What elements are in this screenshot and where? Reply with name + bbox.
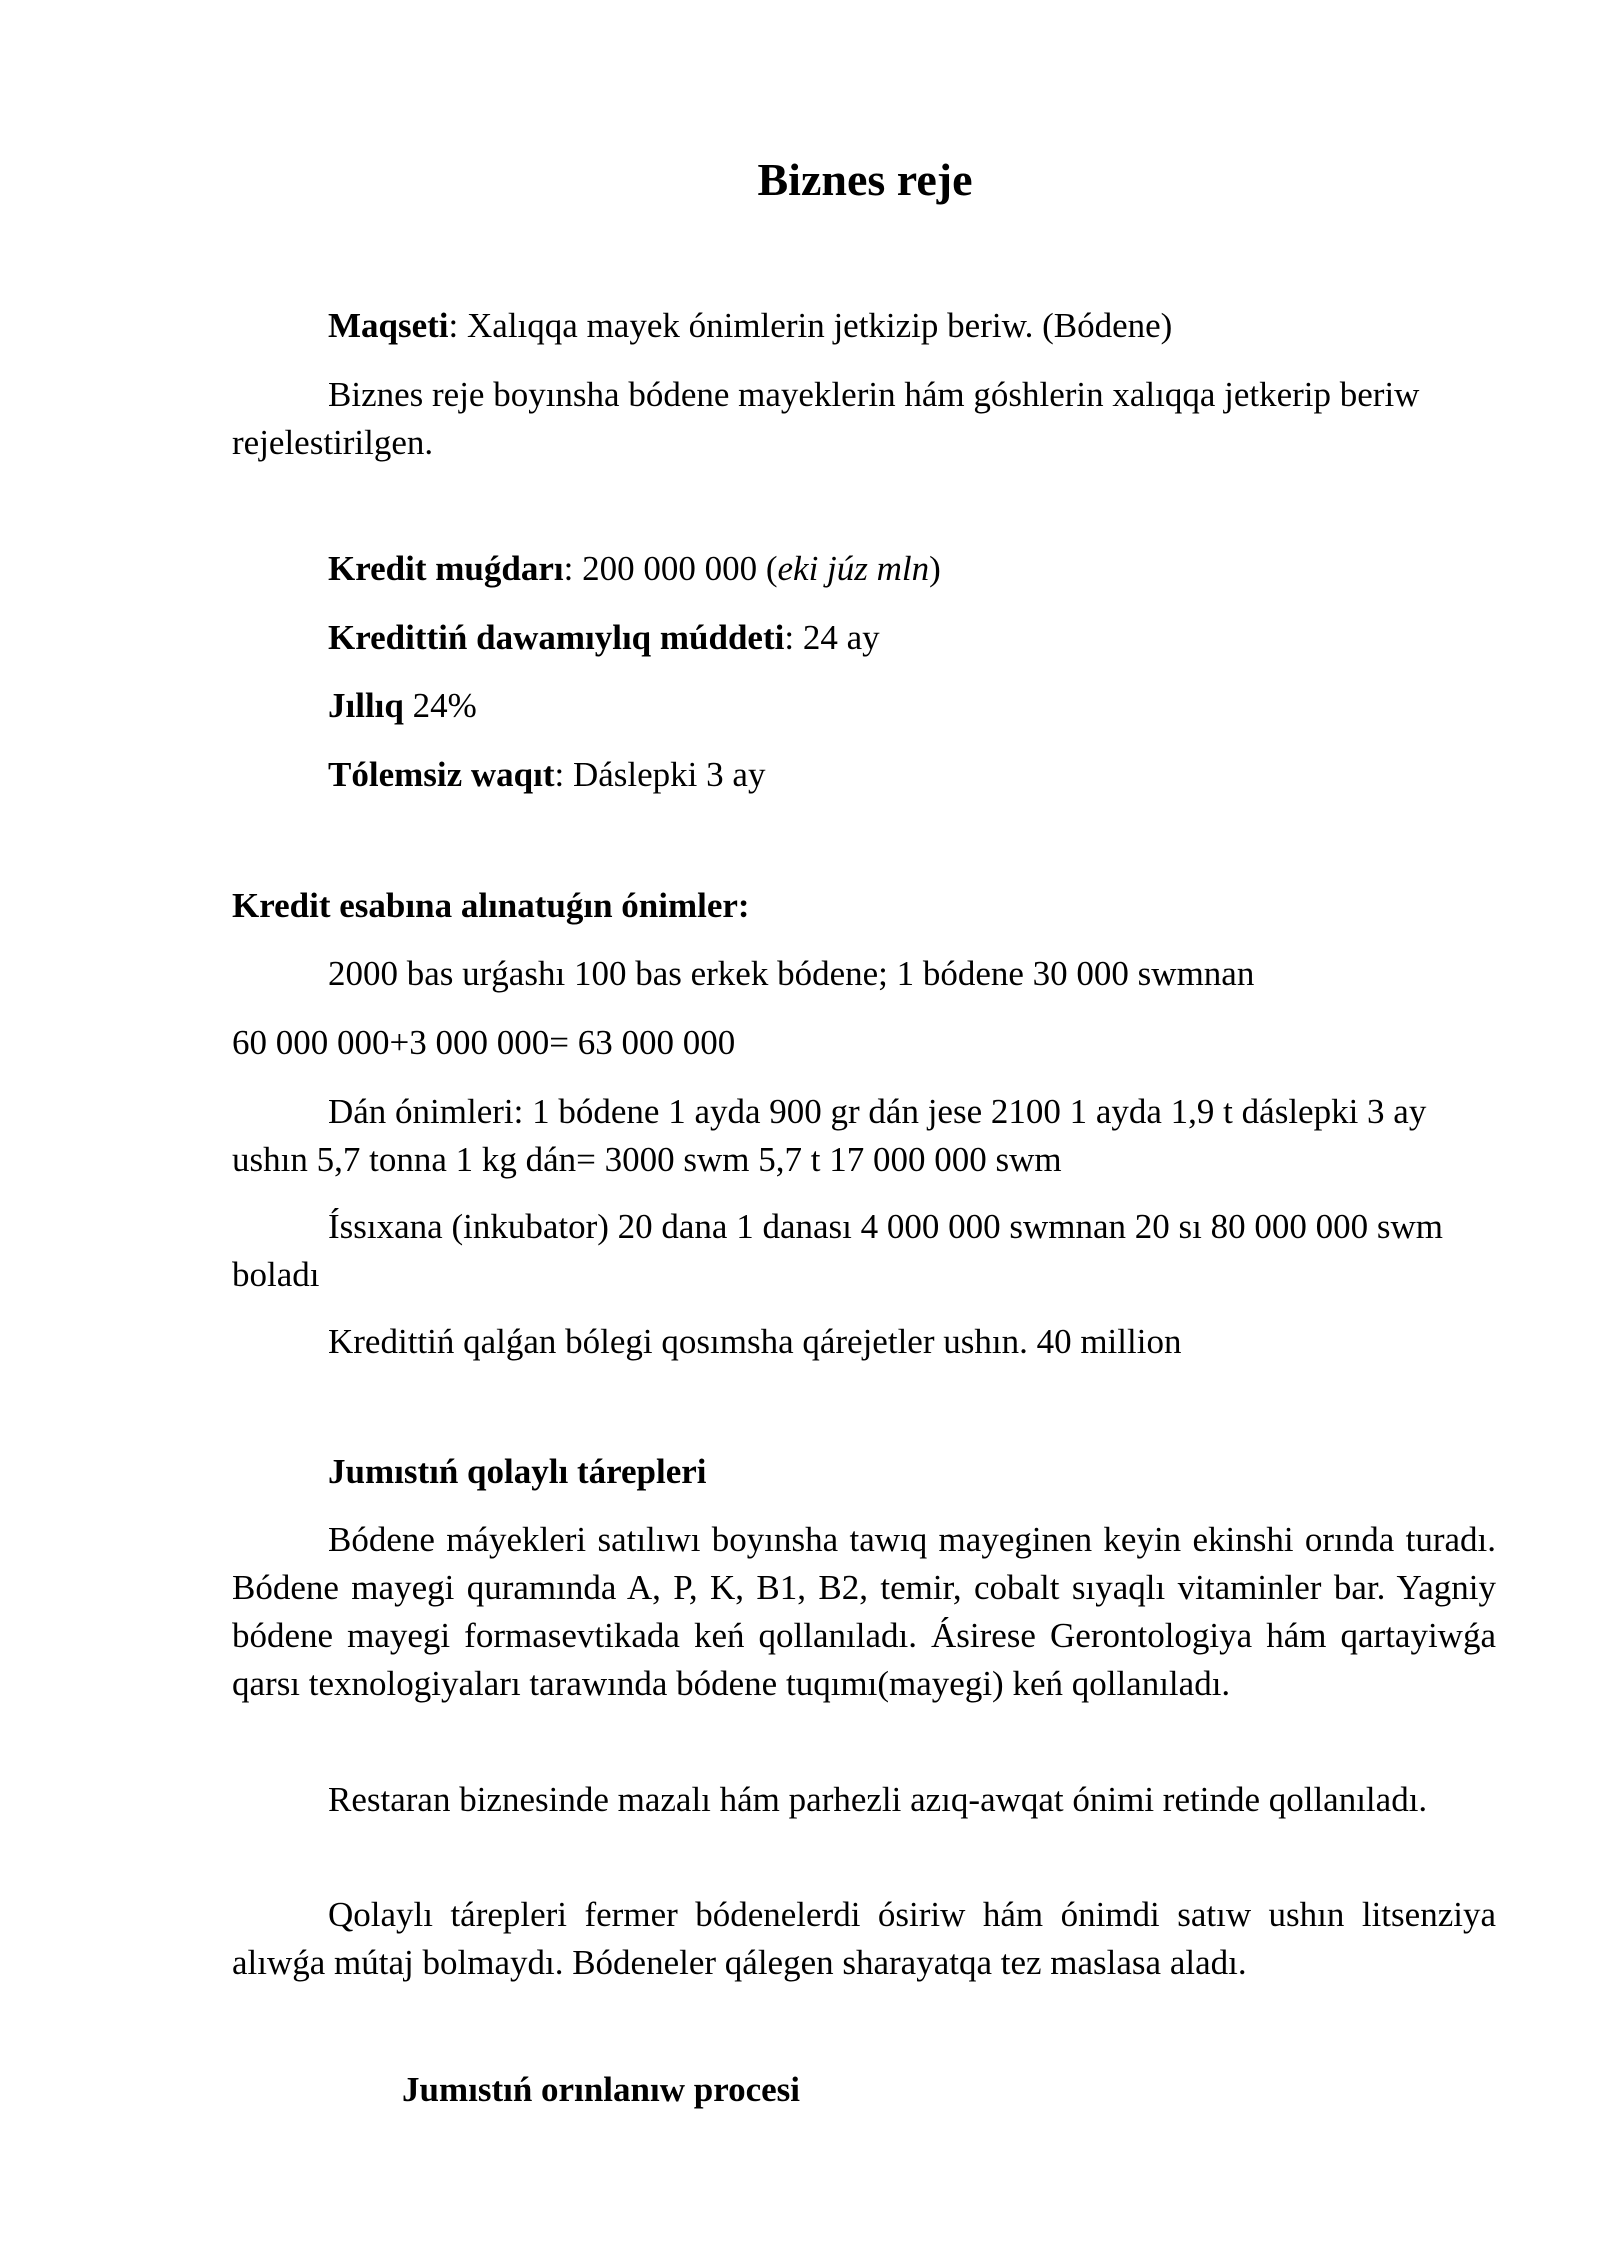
credit-annual-label: Jıllıq bbox=[328, 686, 404, 725]
goal-line bbox=[328, 302, 1496, 350]
credit-amount-words: eki júz mln bbox=[777, 549, 930, 588]
credit-duration-value: : 24 ay bbox=[784, 618, 880, 657]
credit-annual-line bbox=[328, 682, 1496, 730]
credit-annual-value: 24% bbox=[403, 686, 477, 725]
process-heading: Jumıstıń orınlanıw procesi bbox=[402, 2070, 801, 2109]
credit-duration-label: Kredittiń dawamıylıq múddeti bbox=[328, 618, 785, 657]
advantages-paragraph: Bódene máyekleri satılıwı boyınsha tawıq mayeginen keyin ekinshi orında turadı. Bódene mayegi quramında A, P, K, B1, B2, temir, cobalt sıyaqlı vitaminler bar. Yagniy bódene mayegi formasevtikada keń qollanıladı. Ásirese Gerontologiya hám qartayiwǵa qarsı texnologiyaları tarawında bódene tuqımı(mayegi) keń qollanıladı. bbox=[232, 1520, 1496, 1703]
credit-amount-value: : 200 000 000 ( bbox=[563, 549, 778, 588]
advantages-paragraph: Restaran biznesinde mazalı hám parhezli azıq-awqat ónimi retinde qollanıladı. bbox=[328, 1780, 1428, 1819]
credit-amount-label: Kredit muǵdarı bbox=[328, 549, 564, 588]
product-item: Kredittiń qalǵan bólegi qosımsha qárejetler ushın. 40 million bbox=[328, 1322, 1182, 1361]
credit-amount-line bbox=[328, 545, 1496, 593]
credit-grace-value: : Dáslepki 3 ay bbox=[554, 755, 766, 794]
goal-text: : Xalıqqa mayek ónimlerin jetkizip beriw. (Bódene) bbox=[448, 306, 1173, 345]
advantages-paragraph: Qolaylı tárepleri fermer bódenelerdi ósiriw hám ónimdi satıw ushın litsenziya alıwǵa mútaj bolmaydı. Bódeneler qálegen sharayatqa tez maslasa aladı. bbox=[232, 1895, 1496, 1982]
credit-grace-line bbox=[328, 751, 1496, 799]
product-item: Íssıxana (inkubator) 20 dana 1 danası 4 000 000 swmnan 20 sı 80 000 000 swm boladı bbox=[232, 1207, 1443, 1294]
goal-label: Maqseti bbox=[328, 306, 449, 345]
page-title: Biznes reje bbox=[757, 154, 973, 205]
credit-amount-close: ) bbox=[929, 549, 941, 588]
intro-paragraph: Biznes reje boyınsha bódene mayeklerin hám góshlerin xalıqqa jetkerip beriw rejelestirilgen. bbox=[232, 375, 1420, 462]
credit-duration-line bbox=[328, 614, 1496, 662]
product-item: Dán ónimleri: 1 bódene 1 ayda 900 gr dán jese 2100 1 ayda 1,9 t dáslepki 3 ay ushın 5,7 tonna 1 kg dán= 3000 swm 5,7 t 17 000 000 swm bbox=[232, 1092, 1427, 1179]
products-heading: Kredit esabına alınatuǵın ónimler: bbox=[232, 886, 750, 925]
product-item: 2000 bas urǵashı 100 bas erkek bódene; 1 bódene 30 000 swmnan bbox=[328, 954, 1255, 993]
advantages-heading: Jumıstıń qolaylı tárepleri bbox=[328, 1452, 707, 1491]
credit-grace-label: Tólemsiz waqıt bbox=[328, 755, 555, 794]
product-item: 60 000 000+3 000 000= 63 000 000 bbox=[232, 1023, 736, 1062]
